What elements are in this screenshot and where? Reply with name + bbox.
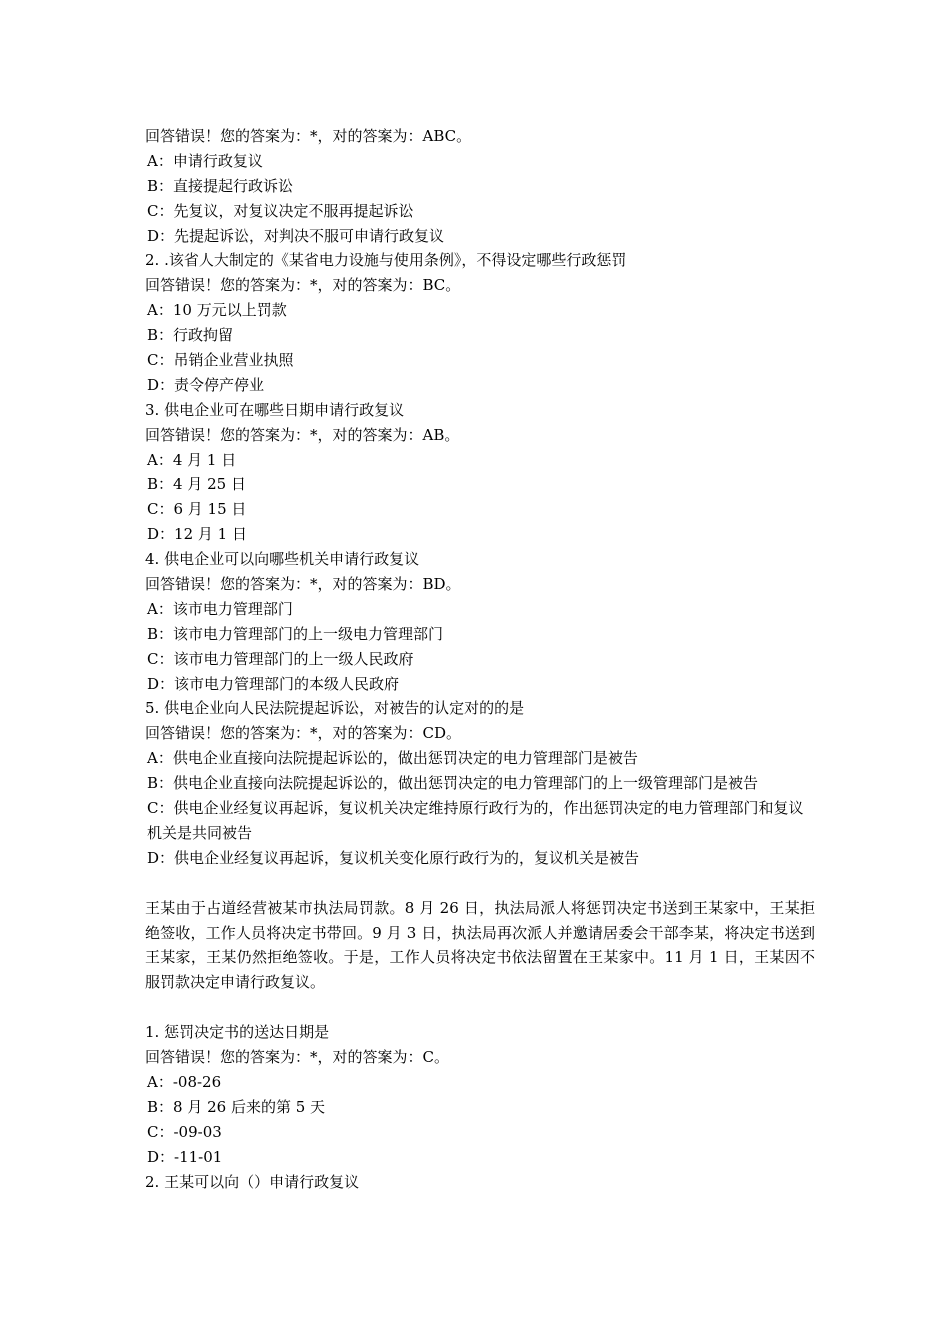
case-q1-option-b: B：8 月 26 后来的第 5 天: [147, 1097, 326, 1116]
q5-option-a: A：供电企业直接向法院提起诉讼的，做出惩罚决定的电力管理部门是被告: [147, 749, 638, 768]
q4-option-d: D：该市电力管理部门的本级人民政府: [147, 674, 400, 693]
case-q1-option-c: C：-09-03: [147, 1122, 222, 1141]
case-q1-option-d: D：-11-01: [147, 1147, 223, 1166]
q3-option-a: A：4 月 1 日: [147, 450, 237, 469]
q3-result: 回答错误！您的答案为：*，对的答案为：AB。: [145, 425, 460, 444]
q2-result: 回答错误！您的答案为：*，对的答案为：BC。: [145, 276, 461, 295]
q2-option-d: D：责令停产停业: [147, 375, 265, 394]
q3-option-b: B：4 月 25 日: [147, 475, 246, 494]
blank-line: [145, 995, 815, 1020]
q5-result: 回答错误！您的答案为：*，对的答案为：CD。: [145, 724, 462, 743]
case-q2-title: 2. 王某可以向（）申请行政复议: [145, 1172, 360, 1191]
q1-result: 回答错误！您的答案为：*，对的答案为：ABC。: [145, 127, 472, 145]
q1-option-b: B：直接提起行政诉讼: [147, 176, 294, 195]
q4-option-a: A：该市电力管理部门: [147, 599, 293, 618]
q4-option-c: C：该市电力管理部门的上一级人民政府: [147, 649, 414, 668]
case-q1-option-a: A：-08-26: [147, 1072, 222, 1091]
q3-option-c: C：6 月 15 日: [147, 500, 247, 519]
q5-option-c: C：供电企业经复议再起诉，复议机关决定维持原行政行为的，作出惩罚决定的电力管理部门和复议机关是共同被告: [147, 799, 804, 842]
document-page: [145, 124, 815, 1194]
q2-option-a: A：10 万元以上罚款: [147, 301, 287, 320]
q2-option-b: B：行政拘留: [147, 326, 234, 345]
q5-option-d: D：供电企业经复议再起诉，复议机关变化原行政行为的，复议机关是被告: [147, 848, 640, 867]
q4-option-b: B：该市电力管理部门的上一级电力管理部门: [147, 624, 444, 643]
q3-title: 3. 供电企业可在哪些日期申请行政复议: [145, 400, 405, 419]
case-q1-title: 1. 惩罚决定书的送达日期是: [145, 1023, 330, 1042]
q2-option-c: C：吊销企业营业执照: [147, 351, 294, 370]
q2-title: 2. .该省人大制定的《某省电力设施与使用条例》，不得设定哪些行政惩罚: [145, 251, 627, 270]
q5-option-b: B：供电企业直接向法院提起诉讼的，做出惩罚决定的电力管理部门的上一级管理部门是被告: [147, 774, 759, 793]
q5-title: 5. 供电企业向人民法院提起诉讼，对被告的认定对的的是: [145, 699, 525, 718]
case-paragraph: 王某由于占道经营被某市执法局罚款。8 月 26 日，执法局派人将惩罚决定书送到王某家中，王某拒绝签收，工作人员将决定书带回。9 月 3 日，执法局再次派人并邀请居委会干部李某，将决定书送到王某家，王某仍然拒绝签收。于是，工作人员将决定书依法留置在王某家中。11 月 1 日，王某因不服罚款决定申请行政复议。: [145, 898, 815, 992]
q1-option-d: D：先提起诉讼，对判决不服可申请行政复议: [147, 226, 445, 245]
q4-result: 回答错误！您的答案为：*，对的答案为：BD。: [145, 575, 461, 594]
q1-option-c: C：先复议，对复议决定不服再提起诉讼: [147, 201, 414, 220]
q1-option-a: A：申请行政复议: [147, 151, 263, 170]
q4-title: 4. 供电企业可以向哪些机关申请行政复议: [145, 550, 420, 569]
case-q1-result: 回答错误！您的答案为：*，对的答案为：C。: [145, 1048, 449, 1067]
blank-line: [145, 871, 815, 896]
q3-option-d: D：12 月 1 日: [147, 525, 247, 544]
